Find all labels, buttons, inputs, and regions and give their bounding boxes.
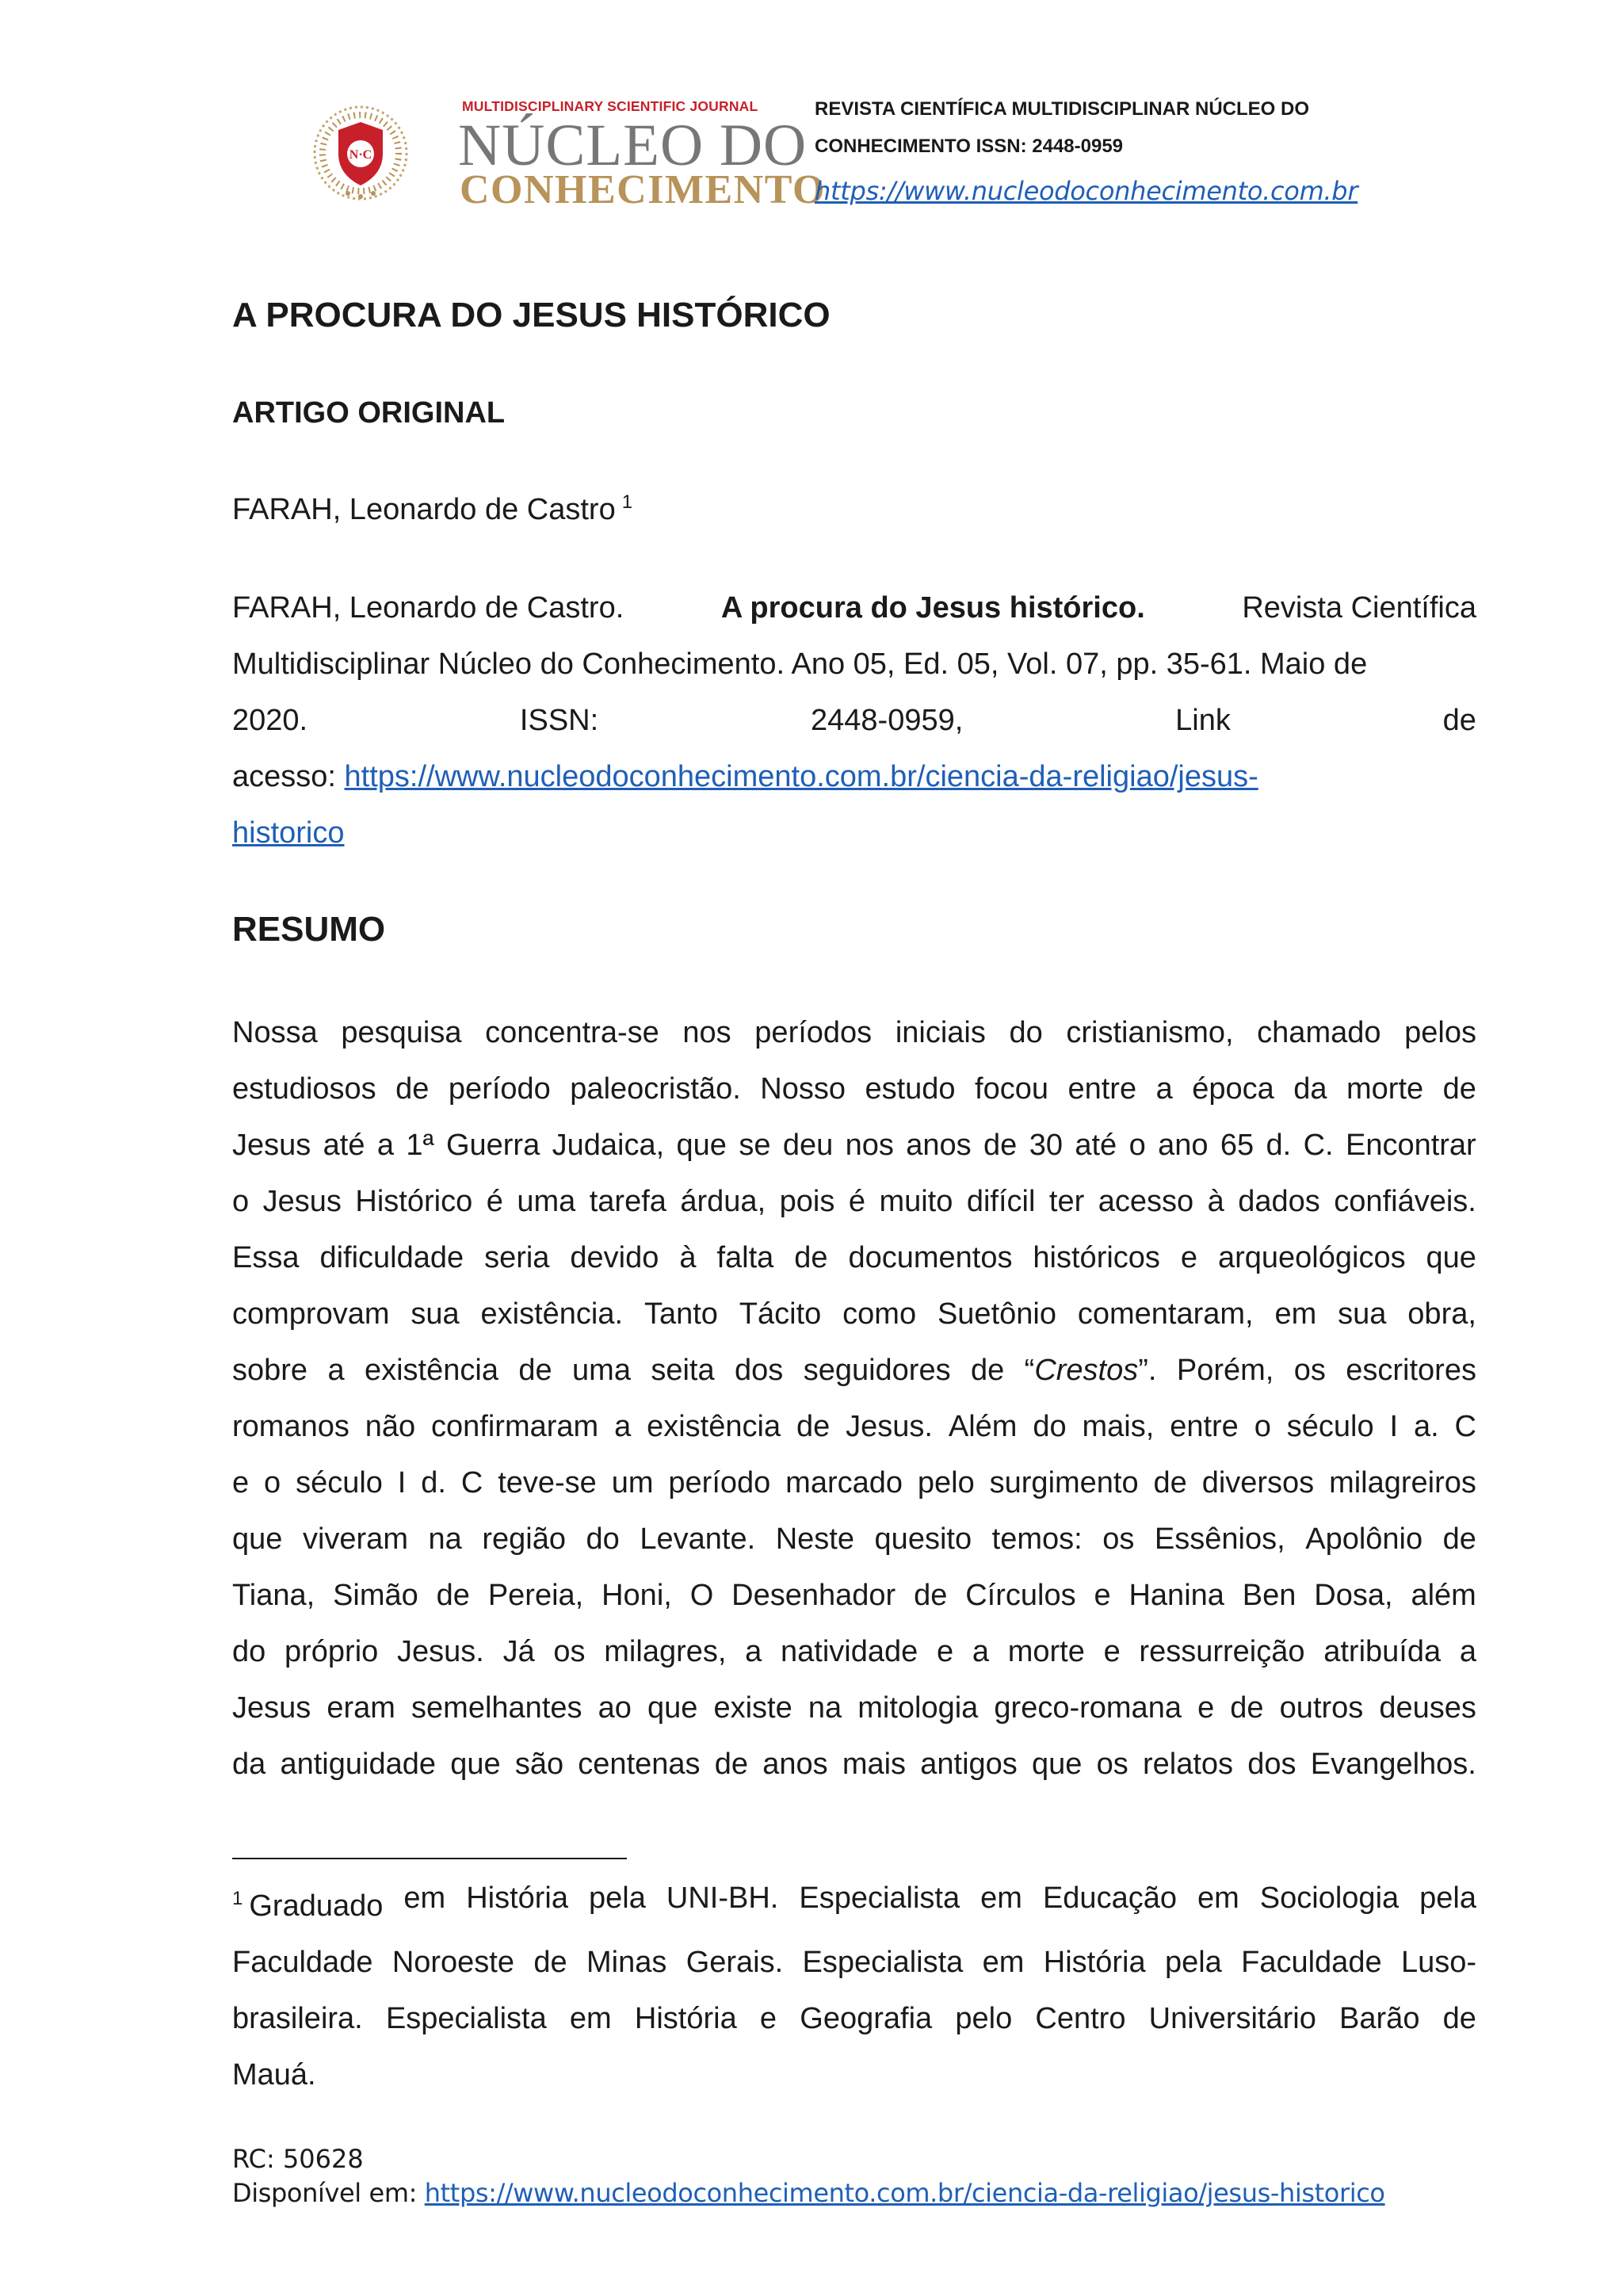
word: existência [647, 1410, 781, 1443]
word: próprio [285, 1635, 379, 1668]
article-title: A PROCURA DO JESUS HISTÓRICO [232, 296, 831, 334]
citation-word: de [1442, 704, 1476, 737]
word: Desenhador [731, 1579, 896, 1612]
word: em [982, 1946, 1025, 1979]
word: pelo [917, 1466, 975, 1499]
word: romanos [232, 1410, 349, 1443]
word: eram [327, 1691, 395, 1725]
citation-title: A procura do Jesus histórico. [720, 591, 1145, 625]
word: UNI-BH. [666, 1881, 779, 1915]
word: sobre [232, 1354, 308, 1387]
word: Ben [1242, 1579, 1296, 1612]
word: ano [1158, 1129, 1209, 1162]
word: Essênios, [1154, 1522, 1285, 1556]
word: a [1459, 1635, 1476, 1668]
word: comprovam [232, 1297, 390, 1331]
word: de [796, 1410, 831, 1443]
word: é [848, 1185, 865, 1218]
word: de [1153, 1466, 1187, 1499]
word: milagres, [604, 1635, 727, 1668]
word: e [1197, 1691, 1215, 1725]
word: a. [1413, 1410, 1439, 1443]
word: seguidores [803, 1354, 951, 1387]
section-heading-resumo: RESUMO [232, 910, 386, 949]
word: “Crestos”. [1024, 1354, 1157, 1387]
word: deuses [1379, 1691, 1476, 1725]
word: em [1274, 1297, 1317, 1331]
word: Suetônio [937, 1297, 1056, 1331]
word: um [611, 1466, 654, 1499]
word: e [232, 1466, 250, 1499]
word: chamado [1257, 1016, 1381, 1049]
word: relatos [1142, 1748, 1234, 1781]
word: Essa [232, 1241, 300, 1274]
word: morte [1346, 1072, 1424, 1106]
word: em [1197, 1881, 1239, 1915]
word: outros [1279, 1691, 1364, 1725]
word: brasileira. [232, 2002, 363, 2035]
word: 30 [1029, 1129, 1063, 1162]
word: período [448, 1072, 551, 1106]
word: existe [713, 1691, 792, 1725]
word: confirmaram [431, 1410, 599, 1443]
abstract-line [232, 1117, 1476, 1174]
word: que [1032, 1748, 1083, 1781]
abstract-line [232, 1680, 1476, 1736]
word: e [936, 1635, 954, 1668]
author-footnote-ref[interactable]: 1 [621, 491, 633, 513]
seal-badge-text: N·C [349, 148, 372, 162]
word: Especialista [799, 1881, 960, 1915]
citation-line-1 [232, 580, 1476, 636]
journal-name-line1: REVISTA CIENTÍFICA MULTIDISCIPLINAR NÚCLEO DO [815, 98, 1309, 120]
citation-word: Link [1175, 704, 1231, 737]
word: não [365, 1410, 416, 1443]
word: surgimento [989, 1466, 1139, 1499]
footnote [232, 1870, 1476, 2103]
word: pois [779, 1185, 835, 1218]
word: existência [364, 1354, 498, 1387]
footnote-line [232, 1935, 1476, 1991]
citation-word: 2448-0959, [811, 704, 964, 737]
word: anos [762, 1748, 828, 1781]
word: de [970, 1354, 1005, 1387]
available-at-line [232, 2178, 1385, 2208]
word: d. [1266, 1129, 1292, 1162]
word: Especialista [802, 1946, 964, 1979]
word: Porém, [1176, 1354, 1274, 1387]
citation-word: 2020. [232, 704, 308, 737]
access-prefix: acesso: [232, 760, 345, 793]
word: o [1128, 1129, 1146, 1162]
word: falta [716, 1241, 774, 1274]
word: difícil [966, 1185, 1036, 1218]
word: Evangelhos. [1310, 1748, 1476, 1781]
word: a [327, 1354, 345, 1387]
word: os [1293, 1354, 1326, 1387]
word: pela [589, 1881, 646, 1915]
abstract-line [232, 1061, 1476, 1117]
journal-website-link[interactable]: https://www.nucleodoconhecimento.com.br [815, 176, 1358, 206]
word: natividade [781, 1635, 918, 1668]
word: I [397, 1466, 407, 1499]
word: Simão [333, 1579, 418, 1612]
word: dados [1238, 1185, 1320, 1218]
word: iniciais [895, 1016, 986, 1049]
word: de [983, 1129, 1018, 1162]
word: entre [1067, 1072, 1137, 1106]
word: comentaram, [1077, 1297, 1254, 1331]
footnote-number: 1 [232, 1888, 243, 1909]
word: os [1102, 1522, 1135, 1556]
word: $^1$ Graduado [232, 1888, 384, 1923]
rc-number: RC: 50628 [232, 2144, 364, 2174]
article-access-link[interactable]: https://www.nucleodoconhecimento.com.br/ciencia-da-religiao/jesus- [344, 760, 1258, 793]
word: quesito [874, 1522, 972, 1556]
word: História [466, 1881, 569, 1915]
word: em [980, 1881, 1022, 1915]
word: século [1286, 1410, 1374, 1443]
crestos-italic: Crestos [1034, 1354, 1139, 1387]
abstract-line [232, 1455, 1476, 1511]
word: existência. [480, 1297, 624, 1331]
available-url-link[interactable]: https://www.nucleodoconhecimento.com.br/ciencia-da-religiao/jesus-historico [424, 2178, 1385, 2208]
word: cristianismo, [1066, 1016, 1234, 1049]
word: Faculdade [232, 1946, 373, 1979]
word: ressurreição [1139, 1635, 1305, 1668]
word: Neste [775, 1522, 854, 1556]
word: Minas [586, 1946, 667, 1979]
word: devido [570, 1241, 659, 1274]
word: da [1293, 1072, 1327, 1106]
citation-journal-part1: Revista Científica [1242, 591, 1476, 625]
word: Luso- [1400, 1946, 1476, 1979]
abstract-body [232, 1005, 1476, 1793]
word: centenas [578, 1748, 701, 1781]
word: e [759, 2002, 777, 2035]
word: acesso [1098, 1185, 1194, 1218]
word: Barão [1339, 2002, 1420, 2035]
word: na [428, 1522, 462, 1556]
word: a [614, 1410, 632, 1443]
word: mais [842, 1748, 907, 1781]
word: que [232, 1522, 283, 1556]
footnote-separator [232, 1858, 627, 1859]
word: a [376, 1129, 394, 1162]
footnote-line: Mauá. [232, 2058, 316, 2092]
word: greco-romana [994, 1691, 1182, 1725]
word: Jesus. [397, 1635, 484, 1668]
word: pelos [1404, 1016, 1476, 1049]
word: de [1442, 1522, 1476, 1556]
word: da [232, 1748, 266, 1781]
abstract-line [232, 1230, 1476, 1286]
word: região [482, 1522, 566, 1556]
citation-word: ISSN: [519, 704, 599, 737]
word: documentos [848, 1241, 1013, 1274]
word: C [1454, 1410, 1476, 1443]
word: sua [1338, 1297, 1387, 1331]
abstract-line [232, 1174, 1476, 1230]
word: O [689, 1579, 714, 1612]
word: até [323, 1129, 365, 1162]
word: Nossa [232, 1016, 318, 1049]
word: Jesus [262, 1185, 342, 1218]
word: período [668, 1466, 771, 1499]
word: que [647, 1691, 698, 1725]
word: Universitário [1148, 2002, 1316, 2035]
word: Hanina [1128, 1579, 1224, 1612]
citation-line-5 [232, 805, 1476, 861]
word: Levante. [640, 1522, 756, 1556]
word: árdua, [680, 1185, 766, 1218]
word: e [1094, 1579, 1111, 1612]
word: 65 [1220, 1129, 1254, 1162]
word: históricos [1033, 1241, 1160, 1274]
word: Tácito [739, 1297, 822, 1331]
word: do [1033, 1410, 1067, 1443]
word: História [634, 2002, 737, 2035]
word: ter [1048, 1185, 1085, 1218]
word: de [1442, 1072, 1476, 1106]
word: focou [975, 1072, 1048, 1106]
word: morte [1007, 1635, 1085, 1668]
word: de [395, 1072, 430, 1106]
word: época [1192, 1072, 1274, 1106]
word: a [1155, 1072, 1173, 1106]
word: C. [1303, 1129, 1334, 1162]
word: de [436, 1579, 470, 1612]
word: à [1207, 1185, 1224, 1218]
citation-block [232, 580, 1476, 861]
word: Noroeste [391, 1946, 515, 1979]
word: Educação [1042, 1881, 1177, 1915]
word: dos [1247, 1748, 1296, 1781]
word: e [1180, 1241, 1198, 1274]
citation-author: FARAH, Leonardo de Castro. [232, 591, 624, 625]
word: Dosa, [1314, 1579, 1393, 1612]
word: Tanto [643, 1297, 718, 1331]
word: Apolônio [1305, 1522, 1423, 1556]
word: estudiosos [232, 1072, 376, 1106]
word: Sociologia [1259, 1881, 1400, 1915]
word: Além [948, 1410, 1018, 1443]
word: muito [879, 1185, 953, 1218]
word: Nosso [760, 1072, 846, 1106]
word: Judaica, [552, 1129, 665, 1162]
word: os [553, 1635, 586, 1668]
abstract-line [232, 1736, 1476, 1793]
word: de [1230, 1691, 1264, 1725]
word: Jesus [232, 1691, 311, 1725]
word: seria [484, 1241, 550, 1274]
word: Tiana, [232, 1579, 315, 1612]
word: a [745, 1635, 762, 1668]
word: I [1389, 1410, 1399, 1443]
word: que [1426, 1241, 1476, 1274]
word: os [1096, 1748, 1128, 1781]
word: Jesus [232, 1129, 311, 1162]
word: Histórico [355, 1185, 473, 1218]
abstract-line [232, 1286, 1476, 1343]
journal-seal-logo [313, 82, 408, 223]
word: que [676, 1129, 727, 1162]
logo-kicker-text: MULTIDISCIPLINARY SCIENTIFIC JOURNAL [462, 98, 758, 114]
word: ao [598, 1691, 632, 1725]
journal-name-line2: CONHECIMENTO ISSN: 2448-0959 [815, 136, 1124, 157]
logo-name-top: NÚCLEO DO [458, 113, 808, 178]
word: seita [651, 1354, 715, 1387]
word: nos [682, 1016, 731, 1049]
abstract-line [232, 1568, 1476, 1624]
word: Gerais. [685, 1946, 784, 1979]
word: de [518, 1354, 552, 1387]
word: temos: [991, 1522, 1083, 1556]
word: arqueológicos [1217, 1241, 1406, 1274]
word: que [450, 1748, 501, 1781]
word: antiguidade [280, 1748, 436, 1781]
word: pesquisa [341, 1016, 462, 1049]
word: de [533, 1946, 567, 1979]
word: do [232, 1635, 266, 1668]
word: Já [502, 1635, 535, 1668]
word: teve-se [498, 1466, 597, 1499]
word: paleocristão. [570, 1072, 741, 1106]
word: nos [845, 1129, 894, 1162]
citation-line-4 [232, 749, 1476, 805]
abstract-line [232, 1005, 1476, 1061]
word: viveram [302, 1522, 408, 1556]
word: milagreiros [1329, 1466, 1476, 1499]
word: mitologia [857, 1691, 979, 1725]
word: se [739, 1129, 771, 1162]
word: Encontrar [1345, 1129, 1476, 1162]
word: semelhantes [411, 1691, 582, 1725]
word: até [1075, 1129, 1117, 1162]
word: Círculos [965, 1579, 1076, 1612]
word: é [486, 1185, 503, 1218]
word: deu [782, 1129, 834, 1162]
word: em [403, 1881, 446, 1915]
word: Pereia, [487, 1579, 584, 1612]
citation-line-3 [232, 693, 1476, 749]
abstract-line-crestos [232, 1343, 1476, 1399]
word: como [842, 1297, 917, 1331]
word: a [972, 1635, 989, 1668]
word: entre [1170, 1410, 1239, 1443]
author-line [232, 491, 1476, 527]
word: 1ª [406, 1129, 434, 1162]
footnote-line [232, 1870, 1476, 1935]
word: uma [517, 1185, 576, 1218]
word: antigos [920, 1748, 1018, 1781]
word: concentra-se [485, 1016, 659, 1049]
word: são [514, 1748, 564, 1781]
logo-name-bottom: CONHECIMENTO [460, 167, 826, 212]
word: de [714, 1748, 749, 1781]
word: d. [421, 1466, 446, 1499]
word: pela [1164, 1946, 1222, 1979]
word: à [679, 1241, 697, 1274]
word: marcado [785, 1466, 903, 1499]
word: do [1009, 1016, 1043, 1049]
word: pelo [955, 2002, 1013, 2035]
word: pela [1419, 1881, 1476, 1915]
word: História [1043, 1946, 1146, 1979]
word: Jesus. [846, 1410, 933, 1443]
word: de [1442, 2002, 1476, 2035]
word: diversos [1201, 1466, 1315, 1499]
citation-line-2: Multidisciplinar Núcleo do Conhecimento. Ano 05, Ed. 05, Vol. 07, pp. 35-61. Maio de [232, 648, 1368, 681]
word: Centro [1035, 2002, 1126, 2035]
word: estudo [865, 1072, 956, 1106]
word: na [808, 1691, 842, 1725]
word: Geografia [800, 2002, 933, 2035]
word: períodos [754, 1016, 873, 1049]
word: dificuldade [319, 1241, 464, 1274]
word: o [1254, 1410, 1271, 1443]
word: confiáveis. [1334, 1185, 1476, 1218]
word: C [460, 1466, 483, 1499]
word: o [232, 1185, 250, 1218]
word: sua [411, 1297, 460, 1331]
word: dos [735, 1354, 784, 1387]
word: o [264, 1466, 281, 1499]
abstract-line [232, 1511, 1476, 1568]
word: uma [572, 1354, 631, 1387]
word: anos [906, 1129, 972, 1162]
word: e [1103, 1635, 1121, 1668]
word: tarefa [589, 1185, 666, 1218]
word: Faculdade [1241, 1946, 1382, 1979]
word: do [586, 1522, 620, 1556]
word: em [569, 2002, 612, 2035]
author-name: FARAH, Leonardo de Castro [232, 493, 616, 526]
available-label: Disponível em: [232, 2178, 425, 2208]
word: Especialista [385, 2002, 547, 2035]
abstract-line [232, 1399, 1476, 1455]
word: mais, [1082, 1410, 1155, 1443]
word: obra, [1407, 1297, 1476, 1331]
word: atribuída [1323, 1635, 1442, 1668]
word: Guerra [445, 1129, 540, 1162]
footnote-line [232, 1991, 1476, 2047]
word: escritores [1346, 1354, 1476, 1387]
article-access-link-cont[interactable]: historico [232, 816, 345, 850]
word: Honi, [601, 1579, 672, 1612]
abstract-line [232, 1624, 1476, 1680]
word: de [914, 1579, 948, 1612]
word: século [296, 1466, 383, 1499]
word: além [1411, 1579, 1476, 1612]
article-type-label: ARTIGO ORIGINAL [232, 396, 506, 430]
word: de [794, 1241, 828, 1274]
